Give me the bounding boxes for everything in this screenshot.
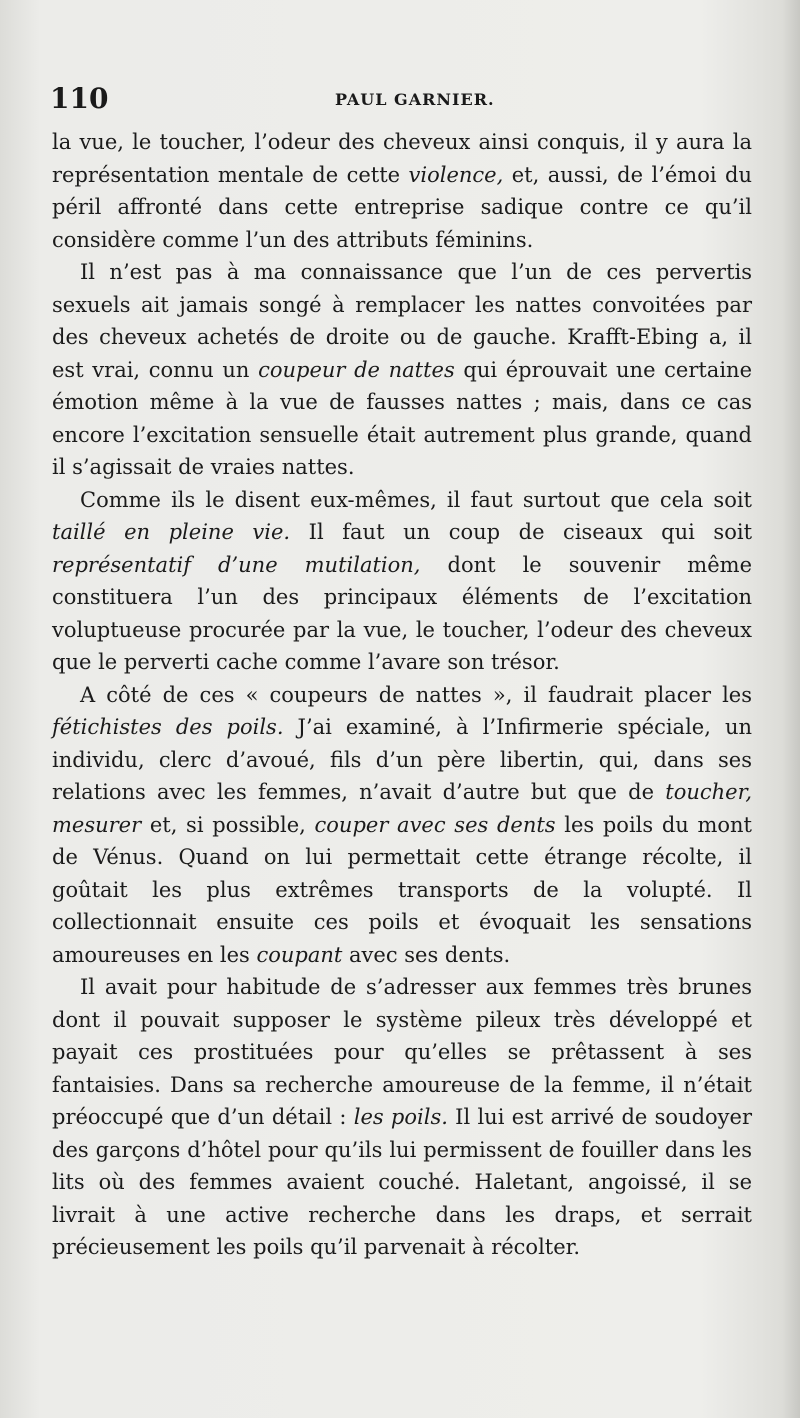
italic-segment: violence, <box>408 162 504 187</box>
body-text <box>52 126 752 1264</box>
text-segment: Comme ils le disent eux-mêmes, il faut surtout que cela soit <box>80 487 752 512</box>
text-segment: Il lui est arrivé de soudoyer des garçons d’hôtel pour qu’ils lui permissent de fouiller dans les lits où des femmes avaient couché. Haletant, angoissé, il se livrait à une active recherche dans les draps, et serrait précieusement les poils qu’il parvenait à récolter. <box>52 1105 752 1259</box>
page-number: 110 <box>50 82 109 115</box>
page-header <box>50 82 750 122</box>
running-head: PAUL GARNIER. <box>335 90 495 109</box>
paragraph <box>52 126 752 256</box>
text-segment: qui éprouvait une certaine émotion même à la vue de fausses nattes ; mais, dans ce cas encore l’excitation sensuelle était autrement plus grande, quand il s’agissait de vraies nattes. <box>52 357 753 479</box>
text-segment: J’ai examiné, à l’Infirmerie spéciale, un individu, clerc d’avoué, fils d’un père libertin, qui, dans ses relations avec les femmes, n’avait d’autre but que de <box>52 715 752 804</box>
text-segment: et, aussi, de l’émoi du péril affronté dans cette entreprise sadique contre ce qu’il considère comme l’un des attributs féminins. <box>52 162 752 252</box>
italic-segment: représentatif d’une mutilation, <box>52 552 421 577</box>
text-segment: avec ses dents. <box>342 942 511 967</box>
text-segment: et, si possible, <box>141 812 315 837</box>
text-segment: A côté de ces « coupeurs de nattes », il faudrait placer les <box>80 682 752 707</box>
italic-segment: fétichistes des poils. <box>52 715 284 739</box>
text-segment: Il faut un coup de ciseaux qui soit <box>290 520 753 544</box>
italic-segment: coupant <box>256 942 343 967</box>
paragraph <box>52 679 752 972</box>
italic-segment: taillé en pleine vie. <box>52 520 291 544</box>
text-segment: Il avait pour habitude de s’adresser aux femmes très brunes dont il pouvait supposer le système pileux très développé et payait ces prostituées pour qu’elles se prêtassent à ses fantaisies. Dans sa recherche amoureuse de la femme, il n’était préoccupé que d’un détail : <box>52 975 752 1129</box>
page-edge-shadow <box>782 0 800 1418</box>
paragraph <box>52 971 752 1264</box>
italic-segment: coupeur de nattes <box>258 357 455 382</box>
text-segment: Il n’est pas à ma connaissance que l’un de ces pervertis sexuels ait jamais songé à remplacer les nattes convoitées par des cheveux achetés de droite ou de gauche. Krafft-Ebing a, il est vrai, connu un <box>52 260 752 382</box>
text-segment: dont le souvenir même constituera l’un des principaux éléments de l’excitation voluptueuse procurée par la vue, le toucher, l’odeur des cheveux que le perverti cache comme l’avare son trésor. <box>52 552 752 674</box>
italic-segment: les poils. <box>353 1105 448 1129</box>
paragraph <box>52 256 752 484</box>
italic-segment: toucher, mesurer <box>52 780 752 837</box>
text-segment: la vue, le toucher, l’odeur des cheveux ainsi conquis, il y aura la représentation mentale de cette <box>52 130 752 187</box>
text-segment: les poils du mont de Vénus. Quand on lui permettait cette étrange récolte, il goûtait les plus extrêmes transports de la volupté. Il collectionnait ensuite ces poils et évoquait les sensations amoureuses en les <box>52 812 753 967</box>
paragraph <box>52 484 752 679</box>
italic-segment: couper avec ses dents <box>314 812 556 837</box>
